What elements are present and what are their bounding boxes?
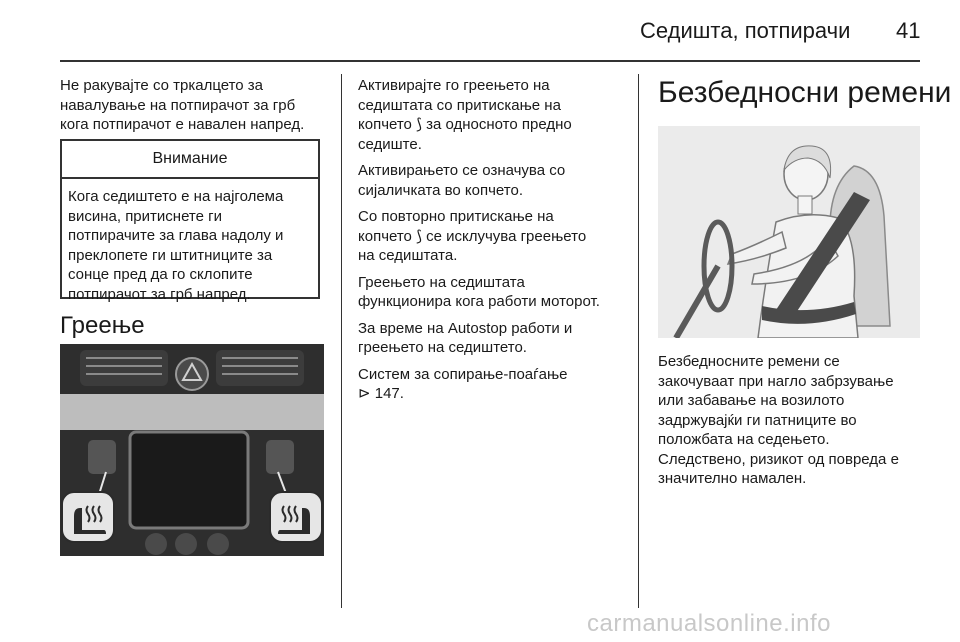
paragraph: [358, 161, 630, 200]
paragraph: [358, 76, 630, 154]
warning-line: преклопете ги штитниците за: [68, 246, 273, 264]
paragraph: [358, 319, 630, 358]
paragraph-line: значително намален.: [658, 470, 807, 487]
paragraph-line: сијаличката во копчето.: [358, 181, 523, 199]
paragraph-line: Следствено, ризикот од повреда е: [658, 450, 899, 468]
column-divider-1: [341, 74, 342, 608]
paragraph-line: копчето ⟆ за односното предно: [358, 116, 572, 133]
paragraph-line: Безбедносните ремени се: [658, 353, 840, 370]
cross-reference-link[interactable]: ⊳ 147.: [358, 385, 404, 402]
paragraph-line: седиштата со притискање на: [358, 96, 561, 114]
intro-line: навалување на потпирачот за грб: [60, 96, 296, 114]
column-divider-2: [638, 74, 639, 608]
warning-box: [60, 139, 320, 303]
watermark: carmanualsonline.info: [587, 610, 831, 637]
paragraph: [358, 365, 630, 404]
paragraph-line: копчето ⟆ се исклучува греењето: [358, 227, 587, 245]
seat-belt-illustration: [658, 126, 920, 338]
warning-line: потпирачите за глава надолу и: [68, 227, 284, 244]
paragraph-line: Активирањето се означува со: [358, 162, 566, 179]
paragraph-line: Активирајте го греењето на: [358, 77, 550, 94]
warning-title: Внимание: [62, 141, 318, 179]
paragraph-line: или забавање на возилото: [658, 392, 845, 409]
warning-line: висина, притиснете ги: [68, 207, 222, 225]
paragraph-line: положбата на седењето.: [658, 431, 830, 448]
intro-line: кога потпирачот е навален напред.: [60, 116, 305, 133]
paragraph-line: греењето на седиштето.: [358, 339, 527, 356]
paragraph-line: Со повторно притискање на: [358, 208, 554, 225]
seat-belts-text: [658, 352, 928, 489]
paragraph-line: За време на Autostop работи и: [358, 319, 573, 337]
warning-line: сонце пред да го склопите: [68, 266, 253, 283]
paragraph-line: Греењето на седиштата: [358, 273, 525, 291]
header-rule: [60, 60, 920, 62]
page-number: 41: [896, 18, 921, 43]
paragraph: [358, 207, 630, 266]
seat-belts-heading: Безбедносни ремени: [658, 76, 952, 109]
paragraph-line: Систем за сопирање-поаѓање: [358, 365, 568, 383]
seat-heating-icon: [62, 492, 114, 542]
paragraph-line: на седиштата.: [358, 247, 458, 264]
intro-line: Не ракувајте со тркалцето за: [60, 77, 264, 94]
intro-paragraph: [60, 76, 330, 135]
paragraph: [358, 273, 630, 312]
dashboard-photo: [60, 344, 324, 556]
page-header-title: Седишта, потпирачи: [640, 18, 851, 43]
warning-body: [62, 179, 318, 304]
paragraph-line: закочуваат при нагло забрзување: [658, 372, 894, 390]
paragraph-line: задржувајќи ги патниците во: [658, 411, 857, 429]
warning-line: потпирачот за грб напред.: [68, 285, 251, 303]
seat-heating-icon: [270, 492, 322, 542]
paragraph-line: функционира кога работи моторот.: [358, 293, 600, 310]
warning-line: Кога седиштето е на најголема: [68, 188, 284, 205]
heating-text: [358, 76, 630, 411]
paragraph-line: седиште.: [358, 135, 422, 153]
heating-heading: Греење: [60, 312, 145, 339]
